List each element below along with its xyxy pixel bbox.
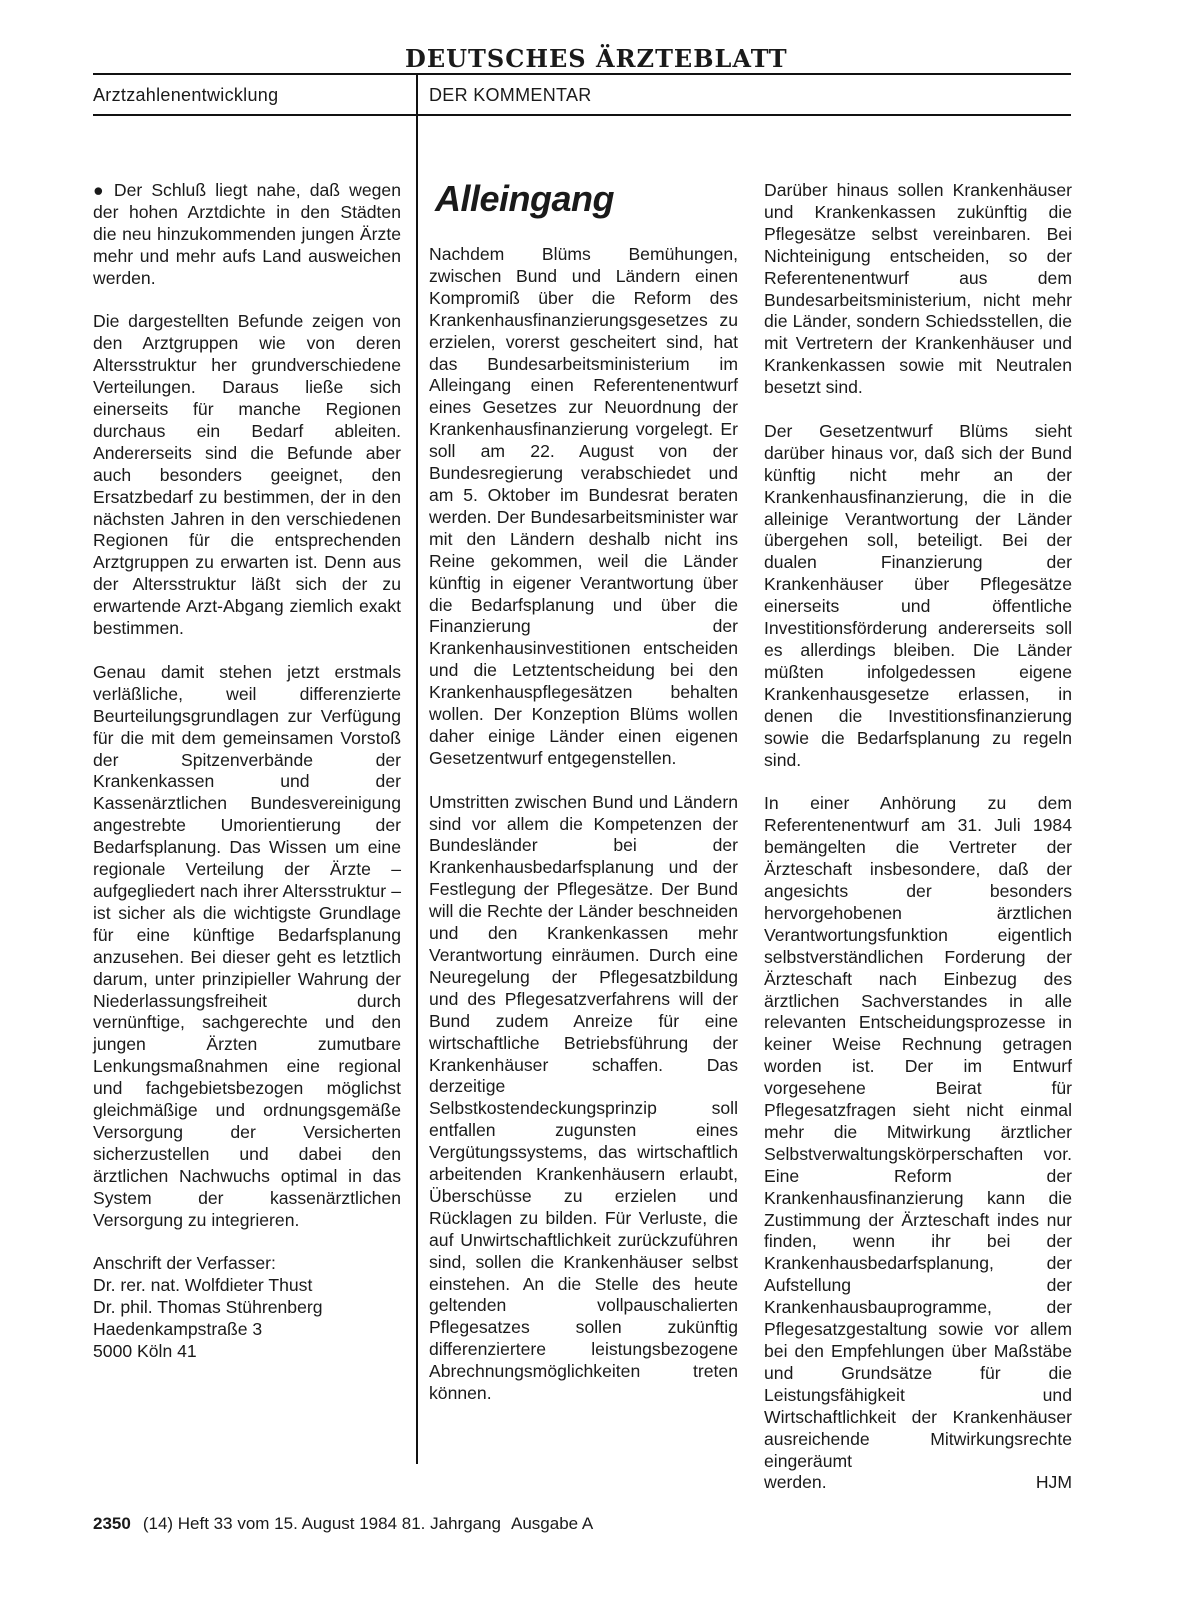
page-number: 2350	[93, 1514, 131, 1533]
paragraph-text: In einer Anhörung zu dem Referentenentwurf am 31. Juli 1984 bemängelten die Vertreter der Ärzteschaft insbesondere, daß der angesichts der besonders hervorgehobenen ärztlichen Verantwortungsfunktion eigentlich selbstverständlichen Forderung der Ärzteschaft nach Einbezug des ärztlichen Sachverstandes in alle relevanten Entscheidungsprozesse in keiner Weise Rechnung getragen worden ist. Der im Entwurf vorgesehene Beirat für Pflegesatzfragen sieht nicht einmal mehr die Mitwirkung ärztlicher Selbstverwaltungskörperschaften vor. Eine Reform der Krankenhausfinanzierung kann die Zustimmung der Ärzteschaft indes nur finden, wenn ihr bei der Krankenhausbedarfsplanung, der Aufstellung der Krankenhausbauprogramme, der Pflegesatzgestaltung sowie vor allem bei den Empfehlungen über Maßstäbe und Grundsätze für die Leistungsfähigkeit und Wirtschaftlichkeit der Krankenhäuser ausreichende Mitwirkungsrechte eingeräumt	[764, 793, 1072, 1471]
edition-label: Ausgabe A	[511, 1514, 594, 1533]
address-line: Dr. phil. Thomas Stührenberg	[93, 1297, 323, 1318]
paragraph: Genau damit stehen jetzt erstmals verläßliche, weil differenzierte Beurteilungsgrundlagen zur Verfügung für die mit dem gemeinsamen Vorstoß der Spitzenverbände der Krankenkassen und der Kassenärztlichen Bundesvereinigung angestrebte Umorientierung der Bedarfsplanung. Das Wissen um eine regionale Verteilung der Ärzte – aufgegliedert nach ihrer Altersstruktur – ist sicher als die wichtigste Grundlage für eine künftige Bedarfsplanung anzusehen. Bei dieser geht es letztlich darum, unter prinzipieller Wahrung der Niederlassungsfreiheit durch vernünftige, sachgerechte und den jungen Ärzten zumutbare Lenkungsmaßnahmen eine regional und fachgebietsbezogen möglichst gleichmäßige und ordnungsgemäße Versorgung der Versicherten sicherzustellen und dabei den ärztlichen Nachwuchs optimal in das System der kassenärztlichen Versorgung zu integrieren.	[93, 661, 401, 1230]
column-divider	[416, 73, 418, 1464]
issue-info: (14) Heft 33 vom 15. August 1984 81. Jahrgang	[142, 1514, 502, 1533]
address-line: Dr. rer. nat. Wolfdieter Thust	[93, 1275, 313, 1296]
paragraph: Umstritten zwischen Bund und Ländern sind vor allem die Kompetenzen der Bundesländer bei der Krankenhausbedarfsplanung und der Festlegung der Pflegesätze. Der Bund will die Rechte der Länder beschneiden und den Krankenkassen mehr Verantwortung einräumen. Durch eine Neuregelung der Pflegesatzbildung und des Pflegesatzverfahrens will der Bund zudem Anreize für eine wirtschaftliche Betriebsführung der Krankenhäuser schaffen. Das derzeitige Selbstkostendeckungsprinzip soll entfallen zugunsten eines Vergütungssystems, das wirtschaftlich arbeitenden Krankenhäusern erlaubt, Überschüsse zu erzielen und Rücklagen zu bilden. Für Verluste, die auf Unwirtschaftlichkeit zurückzuführen sind, sollen die Krankenhäuser selbst einstehen. An die Stelle des heute geltenden vollpauschalierten Pflegesatzes sollen zukünftig differenziertere leistungsbezogene Abrechnungsmöglichkeiten treten können.	[429, 791, 738, 1404]
address-line: Haedenkampstraße 3	[93, 1319, 263, 1340]
signature-line	[764, 1472, 1072, 1494]
paragraph: Der Gesetzentwurf Blüms sieht darüber hinaus vor, daß sich der Bund künftig nicht mehr an der Krankenhausfinanzierung, die in die alleinige Verantwortung der Länder übergehen soll, beteiligt. Bei der dualen Finanzierung der Krankenhäuser über Pflegesätze einerseits und öffentliche Investitionsförderung andererseits soll es allerdings bleiben. Die Länder müßten infolgedessen eigene Krankenhausgesetze erlassen, in denen die Investitionsfinanzierung sowie die Bedarfsplanung zu regeln sind.	[764, 420, 1072, 770]
paragraph: Nachdem Blüms Bemühungen, zwischen Bund und Ländern einen Kompromiß über die Reform des Krankenhausfinanzierungsgesetzes zu erzielen, vorerst gescheitert sind, hat das Bundesarbeitsministerium im Alleingang einen Referentenentwurf eines Gesetzes zur Neuordnung der Krankenhausfinanzierung vorgelegt. Er soll am 22. August von der Bundesregierung verabschiedet und am 5. Oktober im Bundesrat beraten werden. Der Bundesarbeitsminister war mit den Ländern deshalb nicht ins Reine gekommen, weil die Länder künftig in eigener Verantwortung über die Bedarfsplanung und über die Finanzierung der Krankenhausinvestitionen entscheiden und die Letztentscheidung bei den Krankenhauspflegesätzen behalten wollen. Der Konzeption Blüms wollen daher einige Länder einen eigenen Gesetzentwurf entgegenstellen.	[429, 244, 738, 768]
page-footer	[93, 1514, 593, 1534]
author-address	[93, 1253, 401, 1363]
last-word: werden.	[764, 1472, 827, 1493]
bullet-icon: ●	[93, 180, 108, 200]
address-line: 5000 Köln 41	[93, 1340, 197, 1361]
paragraph: Die dargestellten Befunde zeigen von den Arztgruppen wie von deren Altersstruktur her grundverschiedene Verteilungen. Daraus ließe sich einerseits für manche Regionen durchaus ein Bedarf ableiten. Andererseits sind die Befunde aber auch besonders geeignet, den Ersatzbedarf zu bestimmen, der in den nächsten Jahren in den verschiedenen Regionen für die entsprechenden Arztgruppen zu erwarten ist. Denn aus der Altersstruktur läßt sich der zu erwartende Arzt-Abgang ziemlich exakt bestimmen.	[93, 311, 401, 639]
article-headline: Alleingang	[435, 178, 615, 219]
middle-column	[429, 244, 738, 1405]
author-initials: HJM	[1035, 1472, 1072, 1493]
section-header-rule	[93, 114, 1071, 116]
address-heading: Anschrift der Verfasser:	[93, 1253, 276, 1274]
right-column	[764, 180, 1072, 1494]
masthead: DEUTSCHES ÄRZTEBLATT	[405, 44, 788, 73]
paragraph	[93, 180, 401, 290]
paragraph: Darüber hinaus sollen Krankenhäuser und Krankenkassen zukünftig die Pflegesätze selbst vereinbaren. Bei Nichteinigung entscheiden, so der Referentenentwurf aus dem Bundesarbeitsministerium, nicht mehr die Länder, sondern Schiedsstellen, die mit Vertretern der Krankenhäuser und Krankenkassen sowie mit Neutralen besetzt sind.	[764, 180, 1072, 398]
section-label-left: Arztzahlenentwicklung	[93, 85, 279, 105]
left-column	[93, 180, 401, 1363]
section-label-right: DER KOMMENTAR	[429, 85, 592, 105]
paragraph	[764, 793, 1072, 1494]
masthead-rule	[93, 73, 1071, 75]
paragraph-text: Der Schluß liegt nahe, daß wegen der hohen Arztdichte in den Städten die neu hinzukommenden jungen Ärzte mehr und mehr aufs Land ausweichen werden.	[93, 180, 401, 288]
